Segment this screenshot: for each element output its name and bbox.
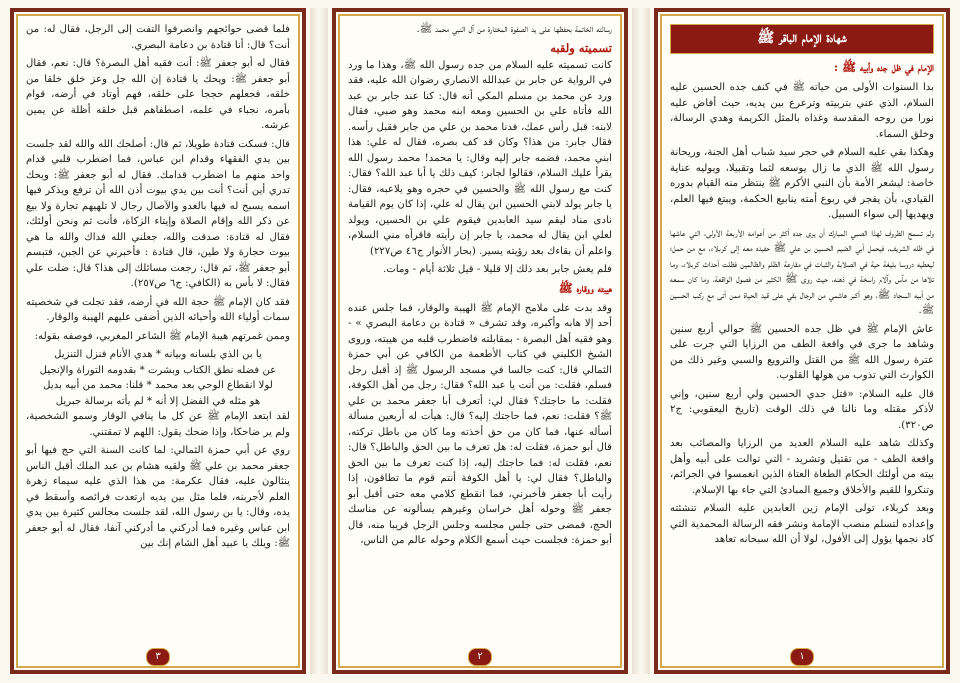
page-number: ٣ <box>146 648 170 666</box>
paragraph: وقد بدت على ملامح الإمام ﷺ الهيبة والوقار، فما جلس عنده أحد إلا هابه وأكبره، وقد تشرف « قتادة بن دعامة البصري » - وهو فقيه أهل البصرة - بمقابلته فاضطرب قلبه من هيبته، وروى الشيخ الكليني في كتاب الأطعمة من الكافي عن أبي حمزة الثمالي قال: كنت جالسا في مسجد الرسول ﷺ إذ أقبل رجل فسلم، فقلت: من أنت يا عبد الله؟ فقال: رجل من أهل الكوفة، فقلت: ما حاجتك؟ فقال لي: أتعرف أبا جعفر محمد بن علي ﷺ؟ فقلت: نعم، فما حاجتك إليه؟ قال: هيأت له أربعين مسألة أسأله عنها، فما كان من حق أخذته وما كان من باطل تركته، قال أبو حمزة، فقلت له: هل تعرف ما بين الحق والباطل؟ قال: نعم، فقلت له: فما حاجتك إليه، إذا كنت تعرف ما بين الحق والباطل؟ فقال لي: يا أهل الكوفة أنتم قوم ما تطاقون، إذا رأيت أبا جعفر فأخبرني، فما انقطع كلامي معه حتى أقبل أبو جعفر ﷺ وحوله أهل خراسان وغيرهم يسألونه عن مناسك الحج، فمضى حتى جلس مجلسه وجلس الرجل قريبا منه، قال أبو حمزة: فجلست حيث أسمع الكلام وحوله عالم من الناس، <box>348 302 612 546</box>
section-heading: هيبته ووقاره ﷺ <box>558 280 612 295</box>
section-heading: الإمام في ظل جده وأبيه ﷺ : <box>833 60 934 74</box>
page-number: ١ <box>790 648 814 666</box>
paragraph: فلم يعش جابر بعد ذلك إلا قليلا - قيل ثلاثة أيام - ومات. <box>383 264 612 275</box>
gutter-right <box>632 8 650 674</box>
page-title: شهادة الإمام الباقر ﷺ <box>670 24 934 54</box>
paragraph: رسالته الخاتمة بحفظها على يد الصفوة المختارة من آل النبي محمد ﷺ. <box>416 24 612 35</box>
poem-verse: عن فضله نطق الكتاب وبشرت * بقدومه التوراة والإنجيل <box>39 364 277 376</box>
paragraph: فقد كان الإمام ﷺ حجة الله في أرضه، فقد تجلت في شخصيته سمات أولياء الله وأحبائه الذين أضفى عليهم الهيبة والوقار. <box>26 296 290 323</box>
poem-verse: هو مثله في الفضل إلا أنه * لم يأته برسالة جبريل <box>55 395 261 407</box>
gutter-left <box>310 8 328 674</box>
poem-verse: يا بن الذي بلسانه وبيانه * هدي الأنام فنزل التنزيل <box>54 349 262 360</box>
paragraph: لقد ابتعد الإمام ﷺ عن كل ما ينافي الوقار وسمو الشخصية، ولم ير ضاحكا، وإذا ضحك يقول: اللهم لا تمقتني. <box>26 411 290 438</box>
paragraph: وممن غمرتهم هيبة الإمام ﷺ الشاعر المغربي، فوصفه بقوله: <box>34 330 290 342</box>
paragraph: قال عليه السلام: «قتل جدي الحسين ولي أربع سنين، وإني لأذكر مقتله وما نالنا في ذلك الوقت (تاريخ اليعقوبي: ج٢ ص٣٢٠). <box>670 388 934 431</box>
page-number: ٢ <box>468 648 492 666</box>
paragraph: عاش الإمام ﷺ في ظل جده الحسين ﷺ حوالي أربع سنين وشاهد ما جرى في واقعة الطف من الرزايا التي جرت على عترة رسول الله ﷺ من القتل والترويع والسبي وغير ذلك من الكوارث التي تذوب من هولها القلوب. <box>670 323 934 381</box>
poem-verse: لولا انقطاع الوحي بعد محمد * قلنا: محمد من أبيه بديل <box>43 380 273 391</box>
page-2 <box>332 8 628 674</box>
page-3 <box>10 8 306 674</box>
paragraph: وكذلك شاهد عليه السلام العديد من الرزايا والمصائب بعد واقعة الطف - من تقتيل وتشريد - التي توالت على أبيه وأهل بيته من أولئك الحكام الطغاة العتاة الذين انغمسوا في الجرائم، وتنكروا للقيم والأخلاق وجميع المبادئ التي جاء بها الإسلام. <box>670 438 934 496</box>
paragraph: وبعد كربلاء، تولى الإمام زين العابدين عليه السلام تنشئته وإعداده لتسلم منصب الإمامة ونشر فقه الرسالة المحمدية التي كاد نجمها يؤول إلى الأفول، لولا أن الله سبحانه تعاهد <box>670 503 934 545</box>
paragraph: روي عن أبي حمزة الثمالي: لما كانت السنة التي حج فيها أبو جعفر محمد بن علي ﷺ ولقيه هشام بن عبد الملك أقبل الناس ينثالون عليه، فقال عكرمة: من هذا الذي عليه سيماء زهرة العلم لأجربنه، فلما مثل بين يديه ارتعدت فرائصه وأسقط في يده، وقال: يا بن رسول الله، لقد جلست مجالس كثيرة بين يدي ابن عباس وغيره فما أدركني ما أدركني آنفا، فقال له أبو جعفر ﷺ: ويلك يا عبيد أهل الشام إنك بين <box>26 445 290 549</box>
paragraph: فقال له أبو جعفر ﷺ: أنت فقيه أهل البصرة؟ قال: نعم، فقال أبو جعفر ﷺ: ويحك يا قتادة إن الله جل وعز خلق خلقا من خلقه، فجعلهم حججا على خلقه، فهم أوتاد في أرضه، قوام بأمره، نجباء في علمه، اصطفاهم قبل خلقه أظلة عن يمين عرشه. <box>26 58 290 131</box>
paragraph: فلما قضى حوائجهم وانصرفوا التفت إلى الرجل، فقال له: من أنت؟ قال: أنا قتادة بن دعامة البصري. <box>26 24 290 51</box>
page-1 <box>654 8 950 674</box>
paragraph: ولم تسمح الظروف لهذا الصبي المبارك أن يرى جده أكثر من أعوامه الأربعة الأولى، التي عاشها في ظله الشريف، فيحمل أبي الضيم الحسين بن علي ﷺ حفيده معه إلى كربلاء، مع من حمل؛ ليعطيه دروسا بليغة حية في الصلابة والثبات في مقارعة الظلم والظالمين فظلت أحداث كربلاء، وما تلاها من مآس وآلام راسخة في ذهنه، حيث روى ﷺ الكثير من فصول الواقعة، وما كان سمعه من أبيه السجاد ﷺ، وهو أكبر هاشمي من الرجال بقي على قيد الحياة ممن أتى مع ركب الحسين ﷺ. <box>670 227 934 316</box>
paragraph: كانت تسميته عليه السلام من جده رسول الله ﷺ، وهذا ما ورد في الرواية عن جابر بن عبدالله الانصاري رضوان الله عليه، فقد ورد عن محمد بن مسلم المكي أنه قال: كنا عند جابر بن عبد الله فأتاه علي بن الحسين ومعه ابنه محمد وهو صبي، فقال لابنه: قبل رأس عمك، فدنا محمد بن علي من جابر فقبل رأسه. فقال جابر: من هذا؟ وكان قد كف بصره، فقال له علي: هذا ابني محمد، فضمه جابر إليه وقال: يا محمد! محمد رسول الله يقرأ عليك السلام، فقالوا لجابر: كيف ذلك يا أبا عبد الله؟ فقال: كنت مع رسول الله ﷺ والحسين في حجره وهو يلاعبه، فقال: يا جابر يولد لابني الحسين ابن يقال له علي، إذا كان يوم القيامة نادى مناد ليقم سيد العابدين فيقوم علي بن الحسين، ويولد لعلي ابن يقال له محمد، يا جابر إن رأيته فاقرأه مني السلام، واعلم أن بقاءك بعد رؤيته يسير. (بحار الأنوار ج٤٦ ص٢٢٧) <box>348 59 612 257</box>
paragraph: وهكذا بقي عليه السلام في حجر سيد شباب أهل الجنة، وريحانة رسول الله ﷺ الذي ما زال يوسعه لثما وتقبيلا، ويوليه عناية خاصة: ليشعر الأمة بأن النبي الأكرم ﷺ ينتظر منه القيام بدوره القيادي، بأن يفجر في ربوع أمته ينابيع الحكمة، ويبتغ فيها العلم، ويهديها إلى سواء السبيل. <box>670 147 934 220</box>
paragraph: قال: فسكت قتادة طويلا، ثم قال: أصلحك الله والله لقد جلست بين يدي الفقهاء وقدام ابن عباس، فما اضطرب قلبي قدام واحد منهم ما اضطرب قدامك. فقال له أبو جعفر ﷺ: ويحك تدري أين أنت؟ أنت بين يدي بيوت أذن الله أن ترفع ويذكر فيها اسمه يسبح له فيها بالغدو والآصال رجال لا تلهيهم تجارة ولا بيع عن ذكر الله وإقام الصلاة وإيتاء الزكاة، فأنت ثم ونحن أولئك، فقال له قتادة: صدقت والله، جعلني الله فداك والله ما هي بيوت حجارة ولا طين، قال قتادة : فأخبرني عن الجبن، فتبسم أبو جعفر ﷺ، ثم قال: رجعت مسائلك إلى هذا؟ قال: ضلت علي فقال: لا بأس به (الكافي: ج٦ ص٢٥٧). <box>26 138 290 289</box>
section-heading: تسميته ولقبه <box>550 40 612 55</box>
paragraph: بدا السنوات الأولى من حياته ﷺ في كنف جده الحسين عليه السلام، الذي عني بتربيته وترعرع بين يديه، حيث أفاض عليه نورا من روحه المقدسة وغذاه بالمثل الكريمة وهدي الرسالة، وخلق السماء. <box>670 82 934 140</box>
